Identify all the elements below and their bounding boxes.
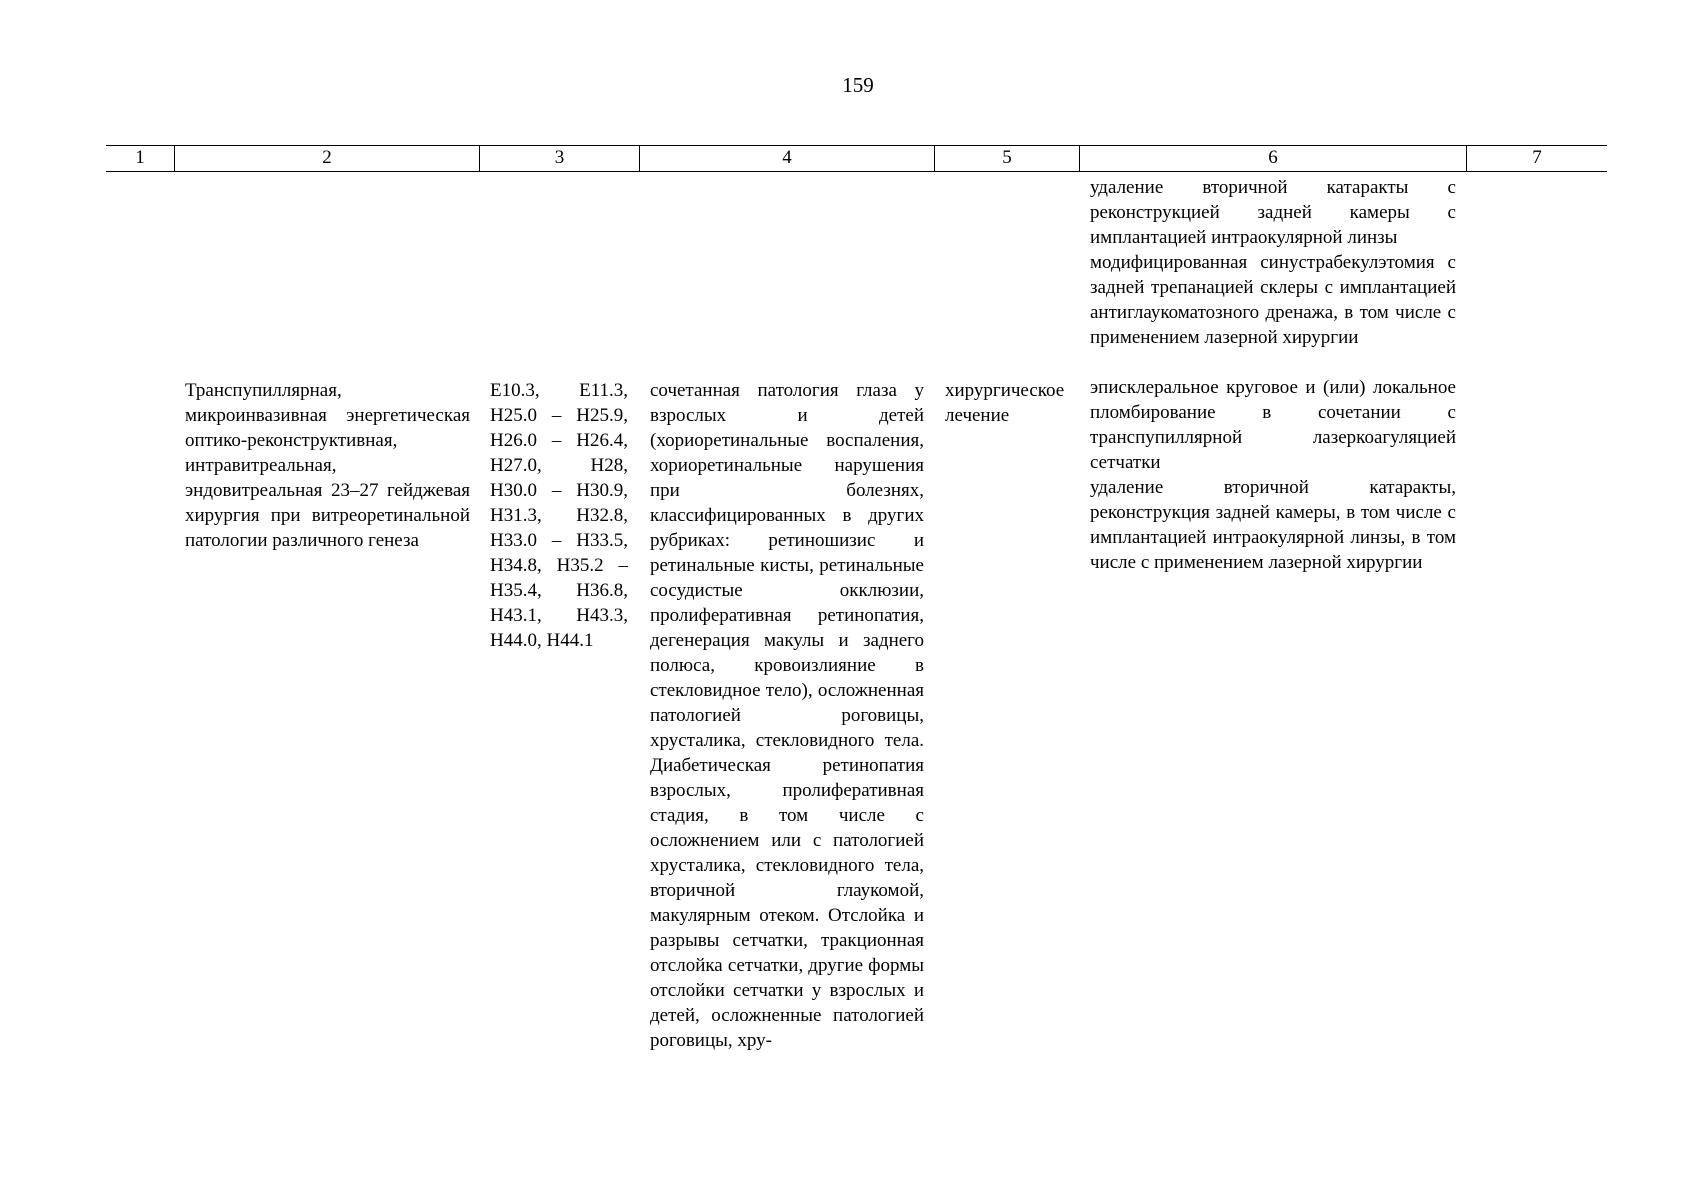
table-header-col-2: 2 bbox=[174, 146, 479, 171]
page-number: 159 bbox=[842, 73, 874, 97]
treatment-method-item: модифицированная синустрабекулэтомия с задней трепанацией склеры с имплантацией антиглаукоматозного дренажа, в том числе с применением лазерной хирургии bbox=[1090, 252, 1456, 348]
cell-treatment-methods bbox=[1090, 175, 1456, 575]
cell-icd-codes: E10.3, E11.3, H25.0 – H25.9, H26.0 – H26.4, H27.0, H28, H30.0 – H30.9, H31.3, H32.8, H33.0 – H33.5, H34.8, H35.2 – H35.4, H36.8, H43.1, H43.3, H44.0, H44.1 bbox=[490, 380, 628, 651]
treatment-method-item: эписклеральное круговое и (или) локальное пломбирование в сочетании с транспупиллярной лазеркоагуляцией сетчатки bbox=[1090, 377, 1456, 473]
cell-method-name: Транспупиллярная, микроинвазивная энергетическая оптико-реконструктивная, интравитреальная, эндовитреальная 23–27 гейджевая хирургия при витреоретинальной патологии различного генеза bbox=[185, 380, 470, 551]
treatment-method-item: удаление вторичной катаракты с реконструкцией задней камеры с имплантацией интраокулярной линзы bbox=[1090, 177, 1456, 248]
treatment-method-item: удаление вторичной катаракты, реконструкция задней камеры, в том числе с имплантацией интраокулярной линзы, в том числе с применением лазерной хирургии bbox=[1090, 477, 1456, 573]
cell-treatment-type: хирургическое лечение bbox=[945, 380, 1065, 426]
table-header-col-3: 3 bbox=[479, 146, 639, 171]
table-header-row bbox=[106, 145, 1607, 172]
table-header-col-5: 5 bbox=[934, 146, 1079, 171]
table-header-col-6: 6 bbox=[1079, 146, 1466, 171]
table-header-col-7: 7 bbox=[1466, 146, 1607, 171]
table-header-col-1: 1 bbox=[135, 147, 145, 168]
table-header-col-4: 4 bbox=[639, 146, 934, 171]
cell-patient-model: сочетанная патология глаза у взрослых и детей (хориоретинальные воспаления, хориоретинальные нарушения при болезнях, классифицированных в других рубриках: ретиношизис и ретинальные кисты, ретинальные сосудистые окклюзии, пролиферативная ретинопатия, дегенерация макулы и заднего полюса, кровоизлияние в стекловидное тело), осложненная патологией роговицы, хрусталика, стекловидного тела. Диабетическая ретинопатия взрослых, пролиферативная стадия, в том числе с осложнением или с патологией хрусталика, стекловидного тела, вторичной глаукомой, макулярным отеком. Отслойка и разрывы сетчатки, тракционная отслойка сетчатки, другие формы отслойки сетчатки у взрослых и детей, осложненные патологией роговицы, хру- bbox=[650, 380, 924, 1051]
